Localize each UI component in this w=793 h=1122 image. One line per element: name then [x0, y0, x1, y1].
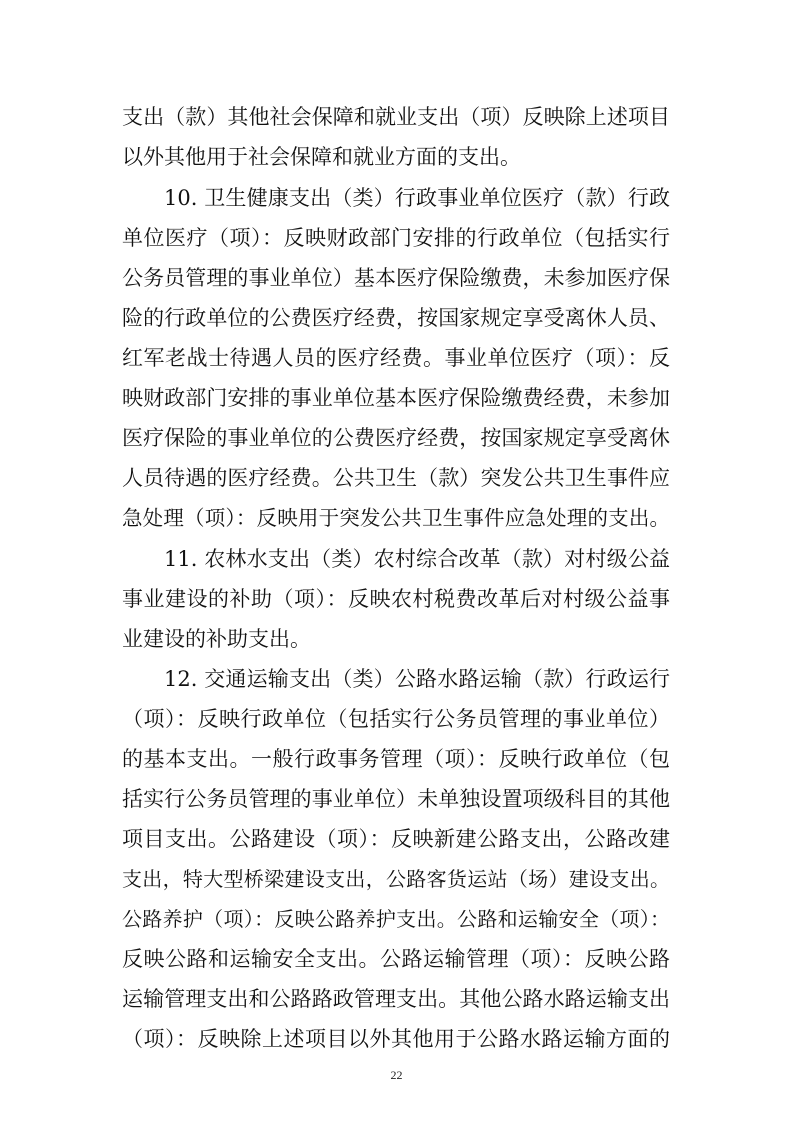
text-line: 险的行政单位的公费医疗经费，按国家规定享受离休人员、	[122, 306, 670, 330]
text-line: 映财政部门安排的事业单位基本医疗保险缴费经费，未参加	[122, 386, 670, 410]
text-line: 的基本支出。一般行政事务管理（项）：反映行政单位（包	[122, 747, 670, 771]
text-line: 支出（款）其他社会保障和就业支出（项）反映除上述项目	[122, 105, 670, 129]
text-line: 事业建设的补助（项）：反映农村税费改革后对村级公益事	[122, 587, 670, 611]
text-line: 以外其他用于社会保障和就业方面的支出。	[122, 145, 521, 169]
text-line: 支出，特大型桥梁建设支出，公路客货运站（场）建设支出。	[122, 867, 670, 891]
text-line: （项）：反映行政单位（包括实行公务员管理的事业单位）	[122, 707, 670, 731]
text-line: 括实行公务员管理的事业单位）未单独设置项级科目的其他	[122, 787, 670, 811]
text-line: 公务员管理的事业单位）基本医疗保险缴费，未参加医疗保	[122, 266, 670, 290]
text-line: 红军老战士待遇人员的医疗经费。事业单位医疗（项）：反	[122, 346, 670, 370]
text-line: 项目支出。公路建设（项）：反映新建公路支出，公路改建	[122, 827, 670, 851]
text-line: 医疗保险的事业单位的公费医疗经费，按国家规定享受离休	[122, 426, 670, 450]
text-line: 10. 卫生健康支出（类）行政事业单位医疗（款）行政	[164, 186, 670, 210]
text-line: 12. 交通运输支出（类）公路水路运输（款）行政运行	[164, 667, 670, 691]
text-line: 急处理（项）：反映用于突发公共卫生事件应急处理的支出。	[122, 506, 670, 530]
text-line: 公路养护（项）：反映公路养护支出。公路和运输安全（项）：	[122, 907, 670, 931]
page-number: 22	[390, 1068, 403, 1082]
text-line: 反映公路和运输安全支出。公路运输管理（项）：反映公路	[122, 947, 670, 971]
text-line: （项）：反映除上述项目以外其他用于公路水路运输方面的	[122, 1027, 670, 1051]
text-line: 11. 农林水支出（类）农村综合改革（款）对村级公益	[164, 547, 670, 571]
text-line: 运输管理支出和公路路政管理支出。其他公路水路运输支出	[122, 987, 670, 1011]
text-line: 业建设的补助支出。	[122, 627, 311, 651]
text-line: 单位医疗（项）：反映财政部门安排的行政单位（包括实行	[122, 226, 670, 250]
text-line: 人员待遇的医疗经费。公共卫生（款）突发公共卫生事件应	[122, 466, 670, 490]
